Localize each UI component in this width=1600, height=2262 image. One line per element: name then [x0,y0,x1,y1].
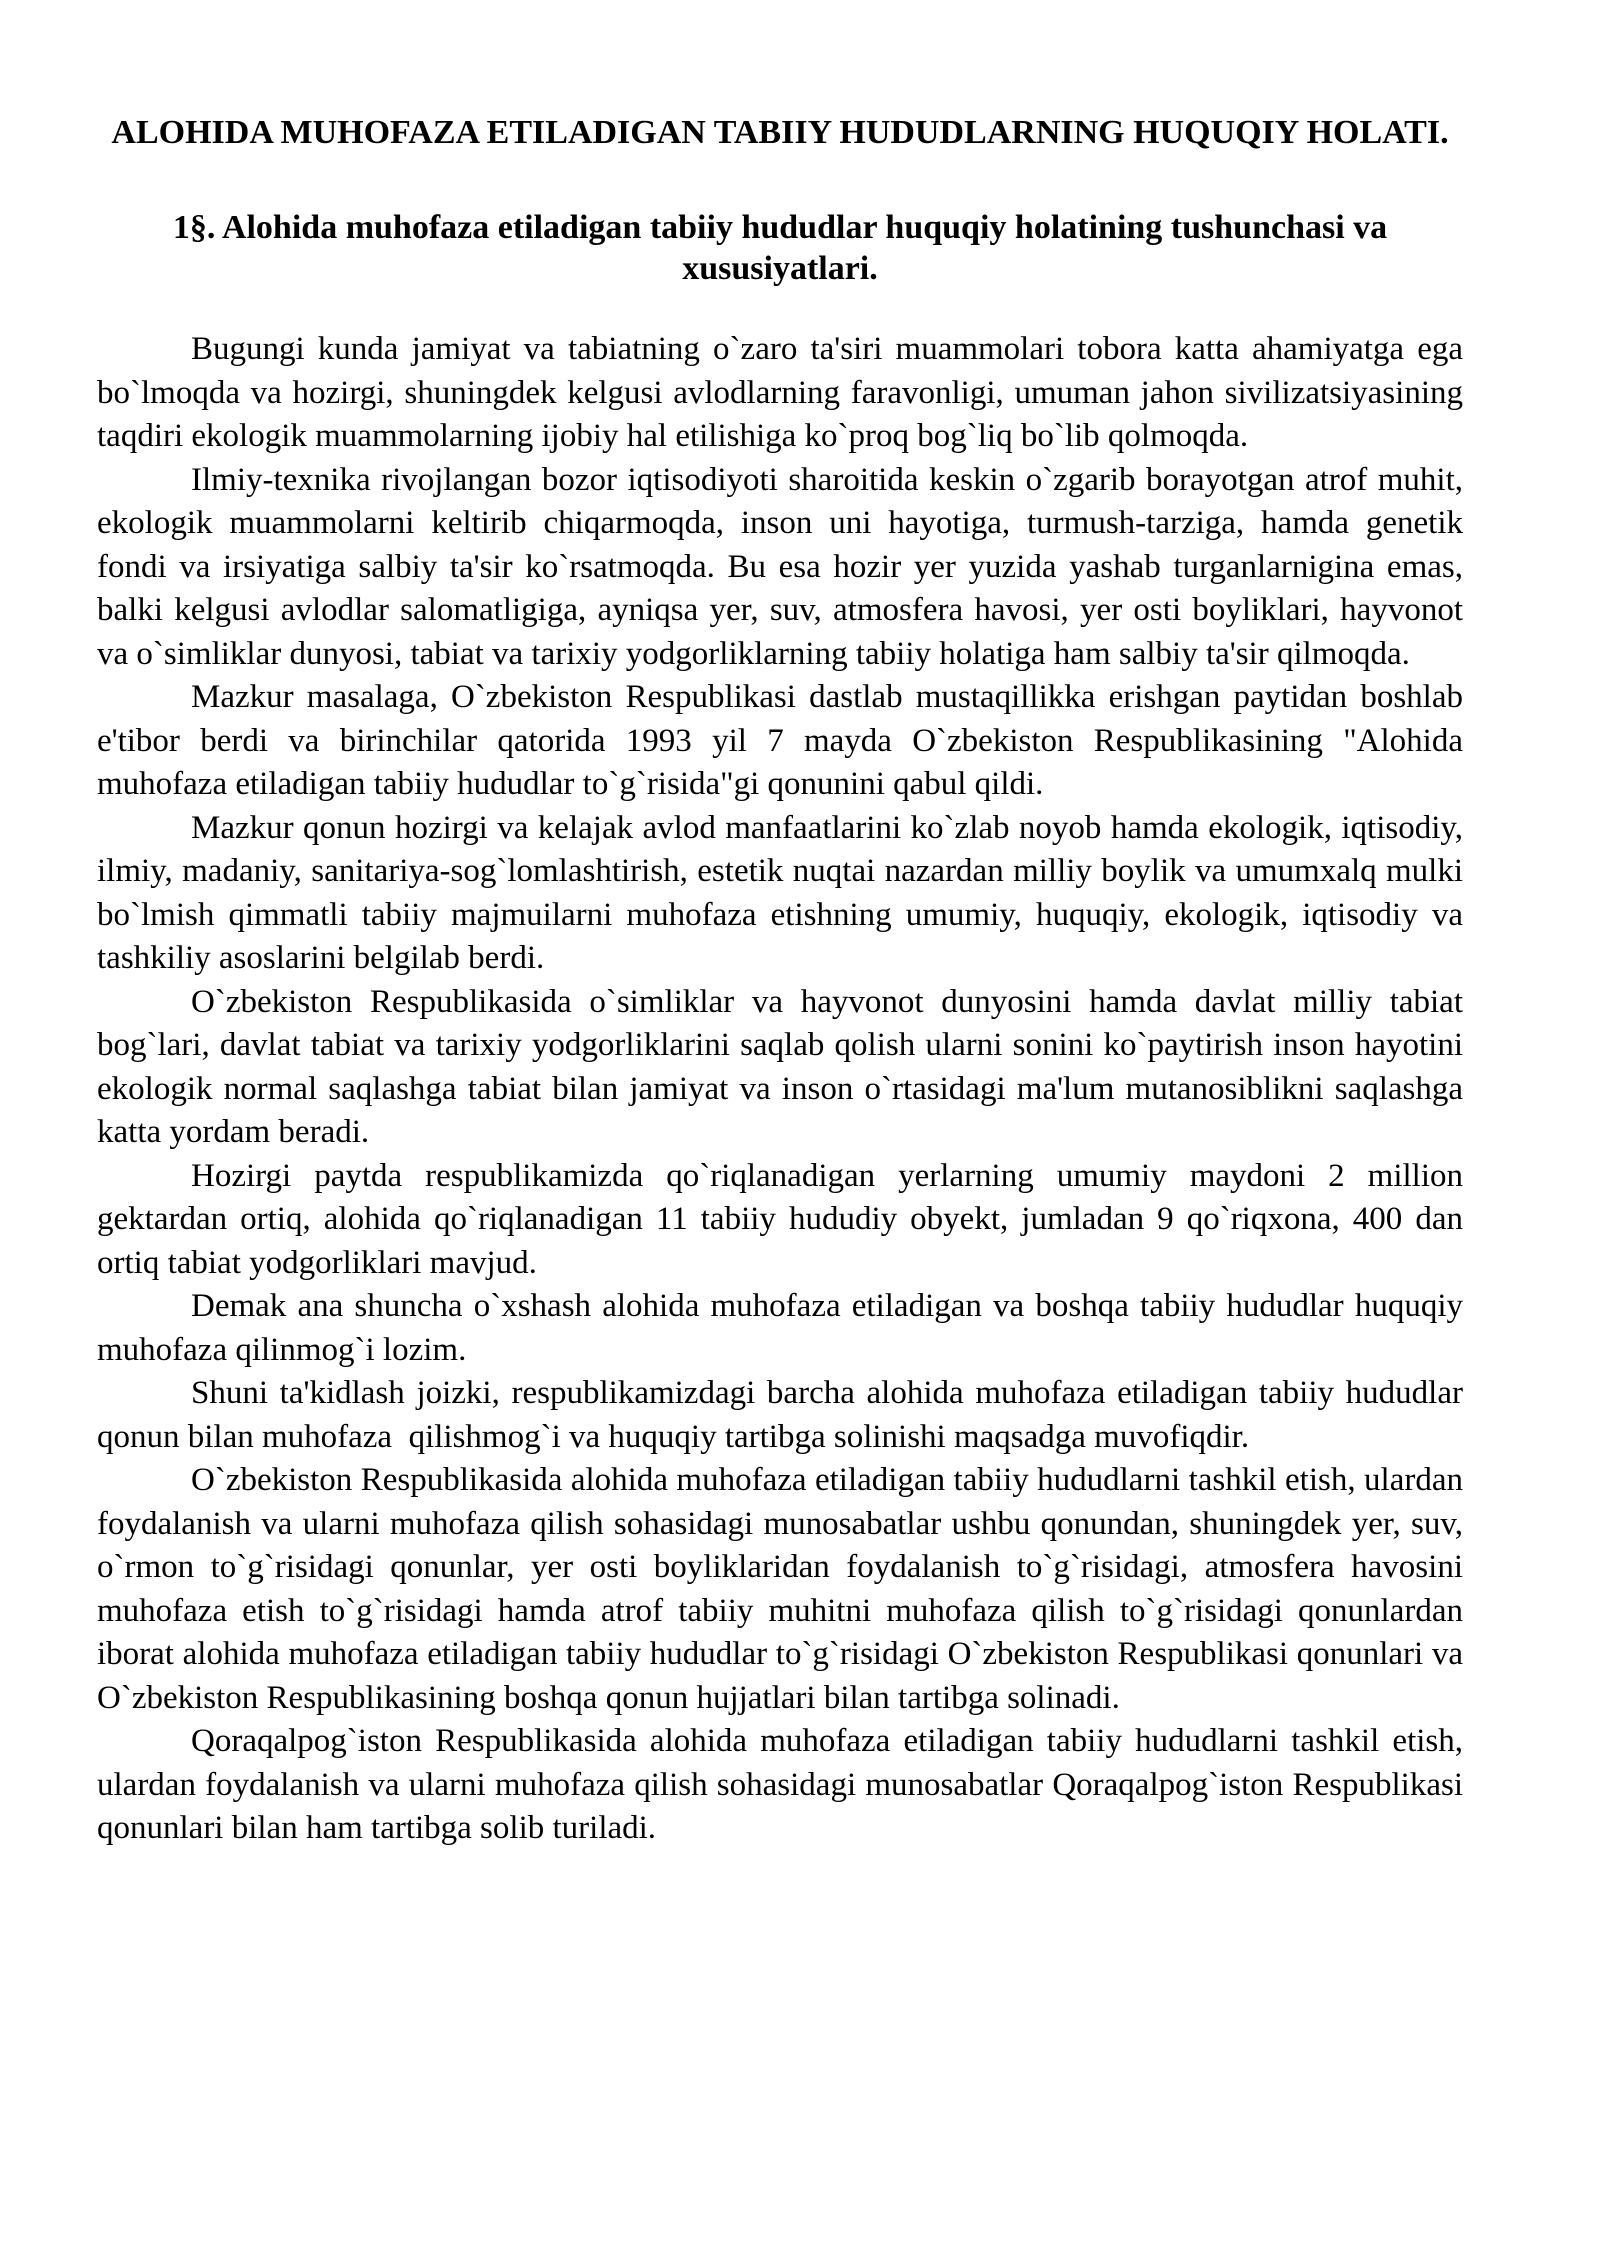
section-title: 1§. Alohida muhofaza etiladigan tabiiy hududlar huquqiy holatining tushunchasi va xususiyatlari. [172,209,1388,287]
document-page [97,112,1472,1851]
paragraph: Hozirgi paytda respublikamizda qo`riqlanadigan yerlarning umumiy maydoni 2 million gektardan ortiq, alohida qo`riqlanadigan 11 tabiiy hududiy obyekt, jumladan 9 qo`riqxona, 400 dan ortiq tabiat yodgorliklari mavjud. [97,1157,1472,1281]
paragraph: Shuni ta'kidlash joizki, respublikamizdagi barcha alohida muhofaza etiladigan tabiiy hududlar qonun bilan muhofaza qilishmog`i va huquqiy tartibga solinishi maqsadga muvofiqdir. [97,1375,1472,1455]
paragraph: Qoraqalpog`iston Respublikasida alohida muhofaza etiladigan tabiiy hududlarni tashkil etish, ulardan foydalanish va ularni muhofaza qilish sohasidagi munosabatlar Qoraqalpog`iston Respublikasi qonunlari bilan ham tartibga solib turiladi. [97,1723,1472,1846]
paragraph: Mazkur masalaga, O`zbekiston Respublikasi dastlab mustaqillikka erishgan paytidan boshlab e'tibor berdi va birinchilar qatorida 1993 yil 7 mayda O`zbekiston Respublikasining "Alohida muhofaza etiladigan tabiiy hududlar to`g`risida"gi qonunini qabul qildi. [97,679,1472,802]
paragraph: O`zbekiston Respublikasida o`simliklar va hayvonot dunyosini hamda davlat milliy tabiat bog`lari, davlat tabiat va tarixiy yodgorliklarini saqlab qolish ularni sonini ko`paytirish inson hayotini ekologik normal saqlashga tabiat bilan jamiyat va inson o`rtasidagi ma'lum mutanosiblikni saqlashga katta yordam beradi. [97,983,1472,1150]
paragraph: Demak ana shuncha o`xshash alohida muhofaza etiladigan va boshqa tabiiy hududlar huquqiy muhofaza qilinmog`i lozim. [97,1288,1472,1368]
document-body [97,328,1472,1851]
document-title: ALOHIDA MUHOFAZA ETILADIGAN TABIIY HUDUDLARNING HUQUQIY HOLATI. [111,114,1449,151]
paragraph: Ilmiy-texnika rivojlangan bozor iqtisodiyoti sharoitida keskin o`zgarib borayotgan atrof muhit, ekologik muammolarni keltirib chiqarmoqda, inson uni hayotiga, turmush-tarziga, hamda genetik fondi va irsiyatiga salbiy ta'sir ko`rsatmoqda. Bu esa hozir yer yuzida yashab turganlarnigina emas, balki kelgusi avlodlar salomatligiga, ayniqsa yer, suv, atmosfera havosi, yer osti boyliklari, hayvonot va o`simliklar dunyosi, tabiat va tarixiy yodgorliklarning tabiiy holatiga ham salbiy ta'sir qilmoqda. [97,461,1472,672]
paragraph: Bugungi kunda jamiyat va tabiatning o`zaro ta'siri muammolari tobora katta ahamiyatga ega bo`lmoqda va hozirgi, shuningdek kelgusi avlodlarning faravonligi, umuman jahon sivilizatsiyasining taqdiri ekologik muammolarning ijobiy hal etilishiga ko`proq bog`liq bo`lib qolmoqda. [97,331,1472,454]
paragraph: O`zbekiston Respublikasida alohida muhofaza etiladigan tabiiy hududlarni tashkil etish, ulardan foydalanish va ularni muhofaza qilish sohasidagi munosabatlar ushbu qonundan, shuningdek yer, suv, o`rmon to`g`risidagi qonunlar, yer osti boyliklaridan foydalanish to`g`risidagi, atmosfera havosini muhofaza etish to`g`risidagi hamda atrof tabiiy muhitni muhofaza qilish to`g`risidagi qonunlardan iborat alohida muhofaza etiladigan tabiiy hududlar to`g`risidagi O`zbekiston Respublikasi qonunlari va O`zbekiston Respublikasining boshqa qonun hujjatlari bilan tartibga solinadi. [97,1462,1472,1716]
paragraph: Mazkur qonun hozirgi va kelajak avlod manfaatlarini ko`zlab noyob hamda ekologik, iqtisodiy, ilmiy, madaniy, sanitariya-sog`lomlashtirish, estetik nuqtai nazardan milliy boylik va umumxalq mulki bo`lmish qimmatli tabiiy majmuilarni muhofaza etishning umumiy, huquqiy, ekologik, iqtisodiy va tashkiliy asoslarini belgilab berdi. [97,809,1472,976]
